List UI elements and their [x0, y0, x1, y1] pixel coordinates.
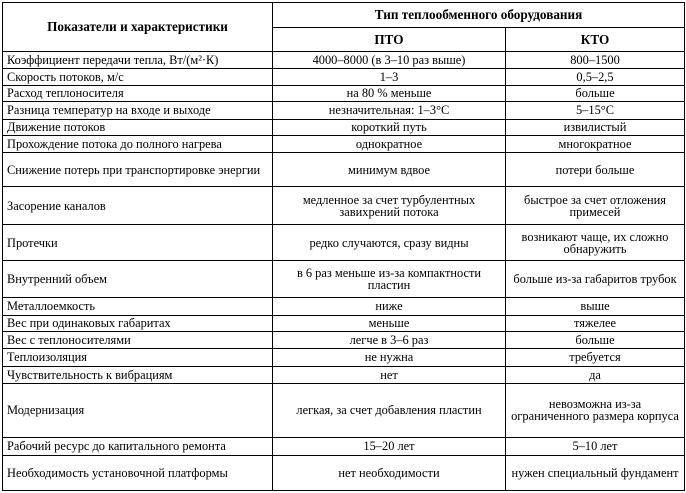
kto-cell: потери больше [506, 153, 685, 187]
pto-cell: редко случаются, сразу видны [273, 225, 506, 261]
kto-cell: больше [506, 85, 685, 101]
param-cell: Снижение потерь при транспортировке энергии [3, 153, 273, 187]
param-cell: Вес при одинаковых габаритах [3, 315, 273, 331]
pto-cell: нет [273, 366, 506, 383]
param-cell: Коэффициент передачи тепла, Вт/(м²·К) [3, 52, 273, 69]
pto-cell: нет необходимости [273, 456, 506, 491]
kto-cell: больше из-за габаритов трубок [506, 261, 685, 298]
table-row [3, 349, 685, 366]
table-row [3, 261, 685, 298]
pto-cell: 15–20 лет [273, 437, 506, 456]
table-row [3, 85, 685, 101]
kto-cell: быстрое за счет отложения примесей [506, 187, 685, 225]
pto-cell: короткий путь [273, 119, 506, 135]
pto-cell: в 6 раз меньше из-за компактности пластин [273, 261, 506, 298]
table-row [3, 384, 685, 437]
param-cell: Засорение каналов [3, 187, 273, 225]
table-row [3, 69, 685, 85]
params-header: Показатели и характеристики [3, 3, 273, 52]
kto-cell: извилистый [506, 119, 685, 135]
equipment-type-header: Тип теплообменного оборудования [273, 3, 685, 28]
param-cell: Прохождение потока до полного нагрева [3, 135, 273, 152]
pto-cell: легче в 3–6 раз [273, 331, 506, 348]
pto-cell: незначительная: 1–3°С [273, 102, 506, 119]
param-cell: Протечки [3, 225, 273, 261]
param-cell: Движение потоков [3, 119, 273, 135]
kto-cell: невозможна из-за ограниченного размера корпуса [506, 384, 685, 437]
kto-cell: больше [506, 331, 685, 348]
kto-cell: 5–15°С [506, 102, 685, 119]
table-row [3, 315, 685, 331]
comparison-table [2, 2, 685, 491]
table-body [3, 52, 685, 491]
param-cell: Разница температур на входе и выходе [3, 102, 273, 119]
kto-cell: тяжелее [506, 315, 685, 331]
kto-cell: 800–1500 [506, 52, 685, 69]
pto-cell: легкая, за счет добавления пластин [273, 384, 506, 437]
table-row [3, 102, 685, 119]
table-row [3, 437, 685, 456]
kto-cell: нужен специальный фундамент [506, 456, 685, 491]
param-cell: Внутренний объем [3, 261, 273, 298]
table-row [3, 225, 685, 261]
table-row [3, 456, 685, 491]
pto-cell: однократное [273, 135, 506, 152]
param-cell: Необходимость установочной платформы [3, 456, 273, 491]
table-row [3, 298, 685, 315]
param-cell: Модернизация [3, 384, 273, 437]
kto-cell: 5–10 лет [506, 437, 685, 456]
pto-cell: минимум вдвое [273, 153, 506, 187]
pto-cell: ниже [273, 298, 506, 315]
param-cell: Скорость потоков, м/с [3, 69, 273, 85]
pto-cell: на 80 % меньше [273, 85, 506, 101]
param-cell: Расход теплоносителя [3, 85, 273, 101]
pto-column-header: ПТО [273, 28, 506, 52]
pto-cell: медленное за счет турбулентных завихрений потока [273, 187, 506, 225]
param-cell: Рабочий ресурс до капитального ремонта [3, 437, 273, 456]
pto-cell: 4000–8000 (в 3–10 раз выше) [273, 52, 506, 69]
table-row [3, 119, 685, 135]
table-row [3, 153, 685, 187]
param-cell: Металлоемкость [3, 298, 273, 315]
kto-cell: да [506, 366, 685, 383]
table-row [3, 52, 685, 69]
table-row [3, 331, 685, 348]
kto-column-header: КТО [506, 28, 685, 52]
kto-cell: требуется [506, 349, 685, 366]
kto-cell: выше [506, 298, 685, 315]
pto-cell: не нужна [273, 349, 506, 366]
kto-cell: возникают чаще, их сложно обнаружить [506, 225, 685, 261]
table-row [3, 135, 685, 152]
table-row [3, 366, 685, 383]
kto-cell: многократное [506, 135, 685, 152]
pto-cell: меньше [273, 315, 506, 331]
table-row [3, 187, 685, 225]
kto-cell: 0,5–2,5 [506, 69, 685, 85]
pto-cell: 1–3 [273, 69, 506, 85]
param-cell: Вес с теплоносителями [3, 331, 273, 348]
param-cell: Чувствительность к вибрациям [3, 366, 273, 383]
param-cell: Теплоизоляция [3, 349, 273, 366]
